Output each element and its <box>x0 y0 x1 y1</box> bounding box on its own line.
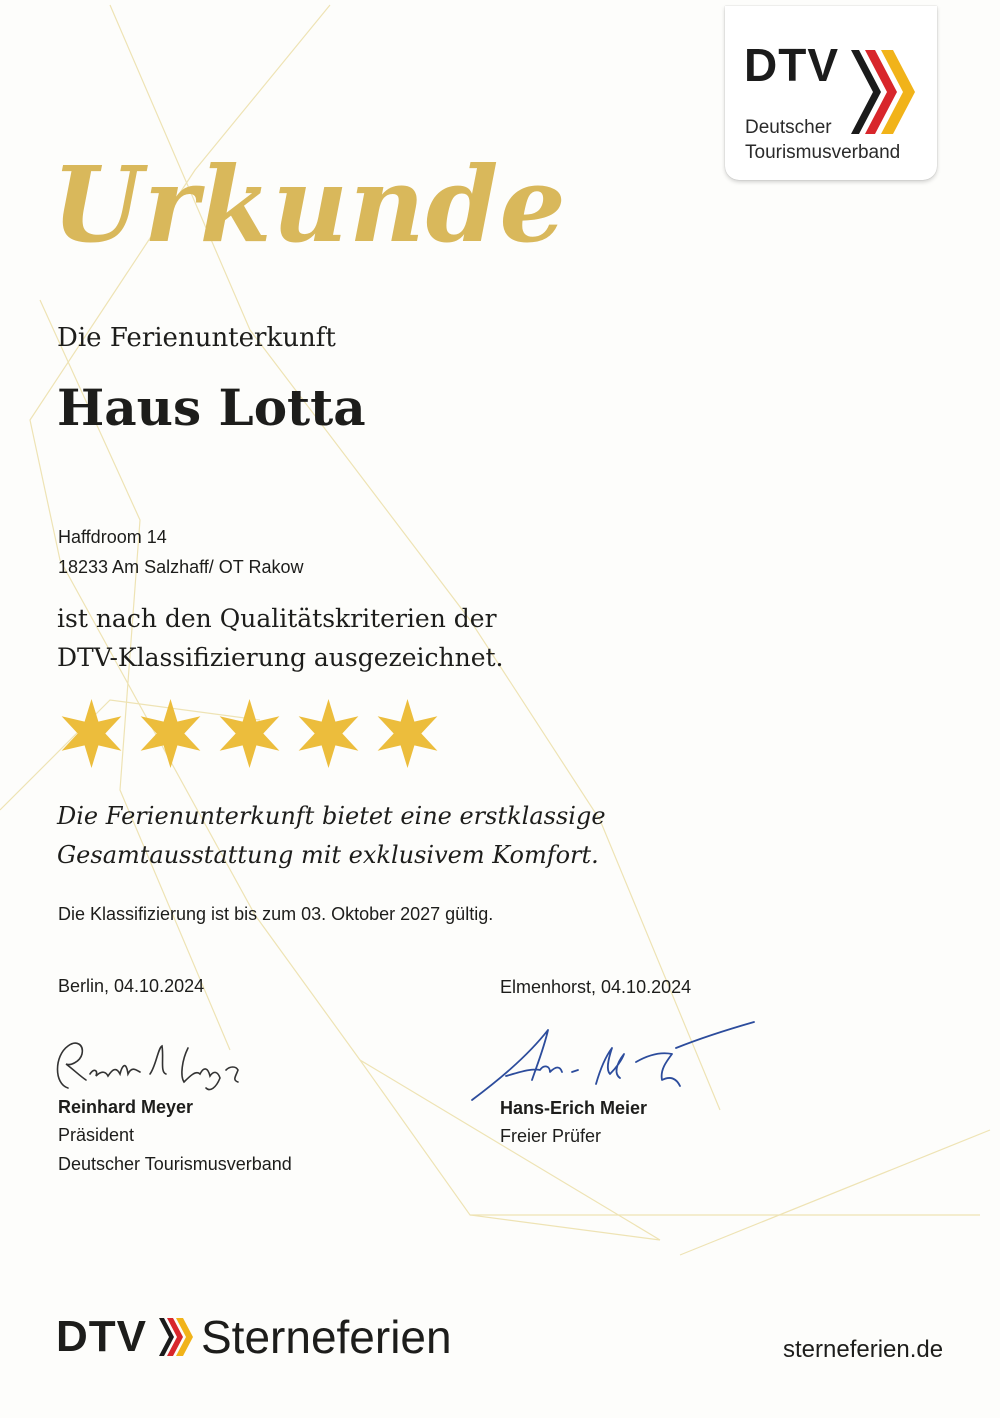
signature-hans-erich-meier <box>466 1018 760 1104</box>
certificate-subtitle: Die Ferienunterkunft <box>57 323 336 353</box>
logo-abbreviation: DTV <box>744 39 839 91</box>
property-name: Haus Lotta <box>57 378 366 437</box>
star-icon <box>135 698 206 769</box>
tricolor-chevron-icon <box>845 46 921 138</box>
criteria-line-2: DTV-Klassifizierung ausgezeichnet. <box>57 643 504 672</box>
logo-line-1: Deutscher <box>745 117 832 138</box>
star-rating <box>56 698 443 769</box>
footer-brand-name: Sterneferien <box>201 1311 452 1363</box>
criteria-line-1: ist nach den Qualitätskriterien der <box>57 604 497 633</box>
star-icon <box>372 698 443 769</box>
signatory-1-name: Reinhard Meyer <box>58 1097 194 1117</box>
footer-brand-abbreviation: DTV <box>56 1312 147 1361</box>
dtv-logo <box>725 6 937 180</box>
address-street: Haffdroom 14 <box>58 527 167 547</box>
footer-brand <box>56 1311 452 1363</box>
signatory-2-role: Freier Prüfer <box>500 1126 602 1146</box>
website-url: sterneferien.de <box>783 1336 944 1363</box>
star-icon <box>214 698 285 769</box>
signatory-2-name: Hans-Erich Meier <box>500 1098 648 1118</box>
certificate-title: Urkunde <box>52 143 567 266</box>
description-line-2: Gesamtausstattung mit exklusivem Komfort. <box>57 841 599 869</box>
signature-reinhard-meyer <box>50 1036 270 1096</box>
signatory-1-place-date: Berlin, 04.10.2024 <box>58 976 205 996</box>
description-line-1: Die Ferienunterkunft bietet eine erstklassige <box>57 802 606 830</box>
address-city: 18233 Am Salzhaff/ OT Rakow <box>58 557 304 577</box>
footer-chevron-icon <box>157 1316 195 1358</box>
star-icon <box>293 698 364 769</box>
validity-note: Die Klassifizierung ist bis zum 03. Oktober 2027 gültig. <box>58 904 494 924</box>
signatory-1-role: Präsident <box>58 1125 135 1145</box>
signatory-2-place-date: Elmenhorst, 04.10.2024 <box>500 977 692 997</box>
star-icon <box>56 698 127 769</box>
signatory-1-organization: Deutscher Tourismusverband <box>58 1154 292 1174</box>
logo-line-2: Tourismusverband <box>745 142 901 163</box>
